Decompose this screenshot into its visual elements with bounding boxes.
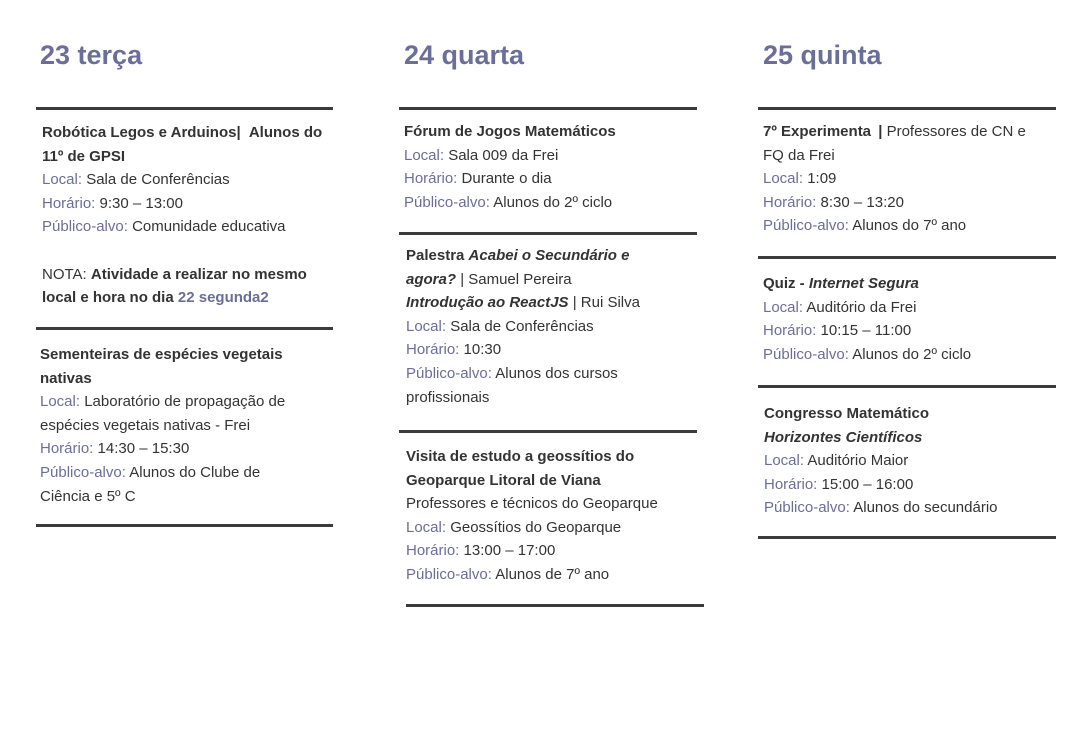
horario-label: Horário:	[406, 341, 460, 359]
event-title-cont: Alunos do	[248, 124, 323, 141]
event-organizer: Professores de CN e	[886, 123, 1026, 140]
local-value: Auditório da Frei	[806, 298, 917, 316]
publico-label: Público-alvo:	[404, 193, 490, 211]
event-title: Robótica Legos e Arduinos|	[42, 124, 241, 141]
divider	[399, 232, 697, 235]
speaker: | Samuel Pereira	[460, 270, 572, 288]
speaker: | Rui Silva	[572, 294, 640, 312]
event-title-italic: Internet Segura	[808, 275, 919, 292]
publico-label: Público-alvo:	[406, 364, 492, 382]
event-visita-estudo	[406, 445, 698, 587]
horario-value: 14:30 – 15:30	[97, 440, 190, 458]
publico-label: Público-alvo:	[763, 217, 849, 235]
local-value: Sala 009 da Frei	[448, 146, 559, 164]
event-title-line2: nativas	[40, 369, 92, 387]
event-congresso	[764, 402, 1054, 520]
event-title-2: Introdução ao ReactJS	[406, 294, 569, 312]
day-heading-25: 25 quinta	[763, 40, 882, 70]
local-label: Local:	[406, 317, 447, 335]
publico-value: Alunos dos cursos	[495, 364, 618, 382]
local-label: Local:	[42, 171, 83, 189]
event-title: Sementeiras de espécies vegetais	[40, 346, 283, 363]
event-title-line2: 11º de GPSI	[42, 147, 126, 165]
local-value: Laboratório de propagação de	[84, 393, 286, 411]
local-value: Sala de Conferências	[86, 171, 230, 189]
publico-value-line2: profissionais	[406, 388, 490, 406]
divider	[758, 256, 1056, 259]
event-title: Congresso Matemático	[764, 405, 930, 422]
publico-label: Público-alvo:	[763, 345, 849, 363]
divider	[399, 107, 697, 110]
horario-value: 8:30 – 13:20	[820, 193, 904, 211]
event-sementeiras	[40, 343, 330, 508]
local-value: 1:09	[807, 170, 837, 188]
divider	[36, 107, 333, 110]
local-value: Sala de Conferências	[450, 317, 594, 335]
event-title: 7º Experimenta	[763, 123, 872, 140]
publico-value: Comunidade educativa	[132, 218, 286, 236]
nota-text: Atividade a realizar no mesmo	[90, 265, 307, 283]
event-title: Fórum de Jogos Matemáticos	[404, 123, 616, 140]
publico-label: Público-alvo:	[406, 565, 492, 583]
publico-value: Alunos do 2º ciclo	[852, 345, 972, 363]
event-organizer-line2: FQ da Frei	[763, 146, 835, 164]
event-palestra	[406, 244, 696, 409]
publico-value: Alunos do 2º ciclo	[493, 193, 613, 211]
divider	[758, 107, 1056, 110]
event-quiz	[763, 272, 1053, 366]
horario-label: Horário:	[42, 194, 96, 212]
publico-label: Público-alvo:	[42, 218, 128, 236]
event-subtitle: Professores e técnicos do Geoparque	[406, 495, 658, 513]
divider	[399, 430, 697, 433]
event-title-line2: Geoparque Litoral de Viana	[406, 471, 601, 489]
event-title-prefix: Quiz -	[763, 275, 805, 292]
horario-label: Horário:	[763, 193, 817, 211]
publico-value: Alunos do Clube de	[129, 463, 261, 481]
horario-value: 10:15 – 11:00	[820, 322, 912, 340]
event-title-italic-line2: agora?	[406, 270, 457, 288]
day-heading-24: 24 quarta	[404, 40, 525, 70]
divider	[758, 385, 1056, 388]
event-title: Visita de estudo a geossítios do	[406, 448, 635, 465]
event-title-italic: Acabei o Secundário e	[468, 247, 630, 264]
day-heading-23: 23 terça	[40, 40, 143, 70]
horario-label: Horário:	[406, 542, 460, 560]
event-experimenta	[763, 120, 1053, 238]
local-label: Local:	[763, 170, 804, 188]
horario-label: Horário:	[404, 170, 458, 188]
publico-value-line2: Ciência e 5º C	[40, 487, 136, 505]
local-label: Local:	[764, 452, 805, 470]
horario-value: 15:00 – 16:00	[821, 475, 914, 493]
publico-value: Alunos do secundário	[853, 499, 998, 517]
event-title-italic: Horizontes Científicos	[764, 428, 923, 446]
horario-label: Horário:	[764, 475, 818, 493]
publico-value: Alunos de 7º ano	[495, 565, 610, 583]
event-robotica	[42, 121, 327, 310]
horario-value: 10:30	[463, 341, 502, 359]
event-forum-jogos	[404, 120, 694, 214]
horario-label: Horário:	[40, 440, 94, 458]
horario-value: 13:00 – 17:00	[463, 542, 556, 560]
nota-label: NOTA:	[42, 265, 87, 283]
horario-value: 9:30 – 13:00	[99, 194, 183, 212]
horario-label: Horário:	[763, 322, 817, 340]
publico-label: Público-alvo:	[764, 499, 850, 517]
divider	[36, 524, 333, 527]
local-value: Geossítios do Geoparque	[450, 518, 622, 536]
divider	[36, 327, 333, 330]
local-value: Auditório Maior	[807, 452, 909, 470]
local-label: Local:	[40, 393, 81, 411]
nota-date: 22 segunda2	[177, 289, 269, 307]
nota-text-cont: local e hora no dia	[42, 289, 174, 307]
title-separator: |	[878, 123, 883, 140]
publico-value: Alunos do 7º ano	[852, 217, 967, 235]
local-value-line2: espécies vegetais nativas - Frei	[40, 416, 251, 434]
local-label: Local:	[763, 298, 804, 316]
horario-value: Durante o dia	[461, 170, 552, 188]
publico-label: Público-alvo:	[40, 463, 126, 481]
divider	[758, 536, 1056, 539]
event-title-prefix: Palestra	[406, 247, 465, 264]
local-label: Local:	[404, 146, 445, 164]
divider	[406, 604, 704, 607]
local-label: Local:	[406, 518, 447, 536]
